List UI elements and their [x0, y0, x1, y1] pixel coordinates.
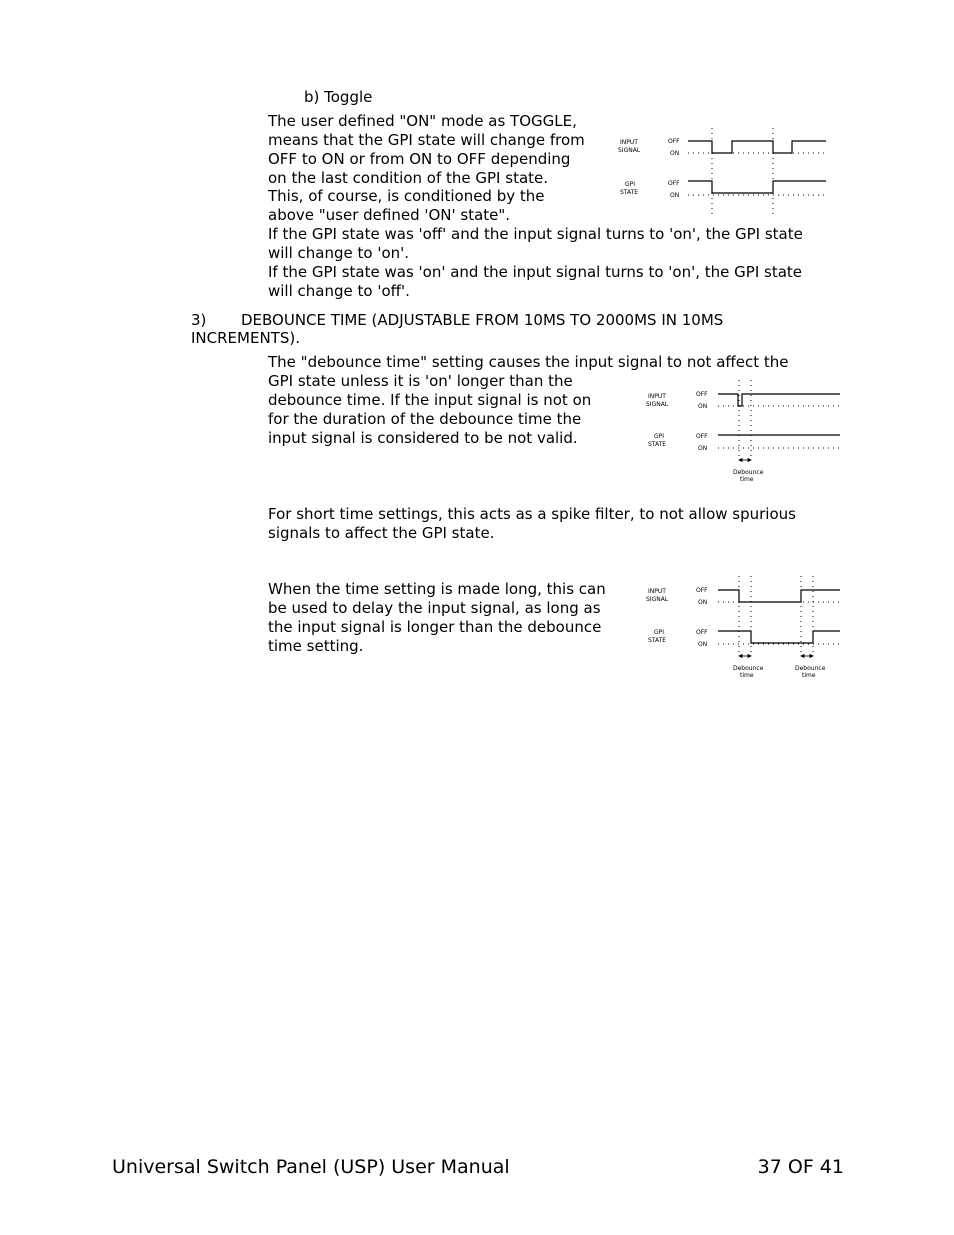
- off-label: OFF: [696, 629, 708, 636]
- on-label: ON: [698, 599, 708, 606]
- text-line: will change to 'on'.: [268, 244, 410, 262]
- dotted-guides: [718, 576, 840, 654]
- text-line: The user defined "ON" mode as TOGGLE,: [268, 112, 577, 130]
- toggle-heading: b) Toggle: [304, 88, 373, 106]
- off-label: OFF: [668, 180, 680, 187]
- debounce-time-label: Debounce: [733, 665, 764, 672]
- diagram-label: GPI: [625, 181, 636, 188]
- debounce-arrow: [739, 655, 813, 658]
- diagram-label: GPI: [654, 629, 665, 636]
- diagram-label: SIGNAL: [646, 596, 669, 603]
- debounce-delay-diagram: [642, 572, 844, 682]
- diagram-label: INPUT: [620, 139, 638, 146]
- debounce-time-label: time: [740, 476, 754, 483]
- text-line: signals to affect the GPI state.: [268, 524, 495, 542]
- on-label: ON: [670, 150, 680, 157]
- text-line: above "user defined 'ON' state".: [268, 206, 511, 224]
- diagram-label: STATE: [648, 441, 667, 448]
- text-line: For short time settings, this acts as a spike filter, to not allow spurious: [268, 505, 796, 523]
- debounce-arrow: [739, 459, 751, 462]
- debounce-time-label: Debounce: [795, 665, 826, 672]
- text-line: When the time setting is made long, this can: [268, 580, 606, 598]
- heading-line: INCREMENTS).: [191, 329, 300, 347]
- off-label: OFF: [696, 391, 708, 398]
- gpi-state-waveform: [688, 181, 826, 193]
- text-line: If the GPI state was 'on' and the input signal turns to 'on', the GPI state: [268, 263, 803, 281]
- text-line: means that the GPI state will change from: [268, 131, 585, 149]
- on-label: ON: [698, 641, 708, 648]
- text-line: be used to delay the input signal, as long as: [268, 599, 601, 617]
- toggle-timing-diagram: [612, 124, 832, 220]
- text-line: If the GPI state was 'off' and the input signal turns to 'on', the GPI state: [268, 225, 803, 243]
- input-signal-waveform: [718, 394, 840, 406]
- text-line: the input signal is longer than the debounce: [268, 618, 602, 636]
- off-label: OFF: [668, 138, 680, 145]
- text-line: The "debounce time" setting causes the input signal to not affect the: [268, 353, 789, 371]
- gpi-state-waveform: [718, 631, 840, 643]
- input-signal-waveform: [688, 141, 826, 153]
- diagram-label: STATE: [620, 189, 639, 196]
- text-line: This, of course, is conditioned by the: [268, 187, 545, 205]
- off-label: OFF: [696, 433, 708, 440]
- dotted-guides: [718, 380, 840, 458]
- on-label: ON: [670, 192, 680, 199]
- footer-title: Universal Switch Panel (USP) User Manual: [112, 1156, 510, 1178]
- page-number: 37 OF 41: [757, 1156, 844, 1178]
- text-line: debounce time. If the input signal is not on: [268, 391, 592, 409]
- diagram-label: STATE: [648, 637, 667, 644]
- text-line: OFF to ON or from ON to OFF depending: [268, 150, 571, 168]
- input-signal-waveform: [718, 590, 840, 602]
- off-label: OFF: [696, 587, 708, 594]
- debounce-time-label: time: [802, 672, 816, 679]
- diagram-label: INPUT: [648, 393, 666, 400]
- text-line: will change to 'off'.: [268, 282, 410, 300]
- debounce-time-label: time: [740, 672, 754, 679]
- text-line: on the last condition of the GPI state.: [268, 169, 549, 187]
- on-label: ON: [698, 445, 708, 452]
- debounce-spike-diagram: [642, 376, 844, 486]
- text-line: GPI state unless it is 'on' longer than the: [268, 372, 573, 390]
- debounce-time-label: Debounce: [733, 469, 764, 476]
- diagram-label: SIGNAL: [646, 401, 669, 408]
- text-line: time setting.: [268, 637, 364, 655]
- text-line: input signal is considered to be not valid.: [268, 429, 578, 447]
- text-line: for the duration of the debounce time the: [268, 410, 582, 428]
- section-number: 3): [191, 311, 207, 329]
- diagram-label: INPUT: [648, 588, 666, 595]
- on-label: ON: [698, 403, 708, 410]
- diagram-label: GPI: [654, 433, 665, 440]
- heading-line: DEBOUNCE TIME (ADJUSTABLE FROM 10MS TO 2000MS IN 10MS: [241, 311, 724, 329]
- diagram-label: SIGNAL: [618, 147, 641, 154]
